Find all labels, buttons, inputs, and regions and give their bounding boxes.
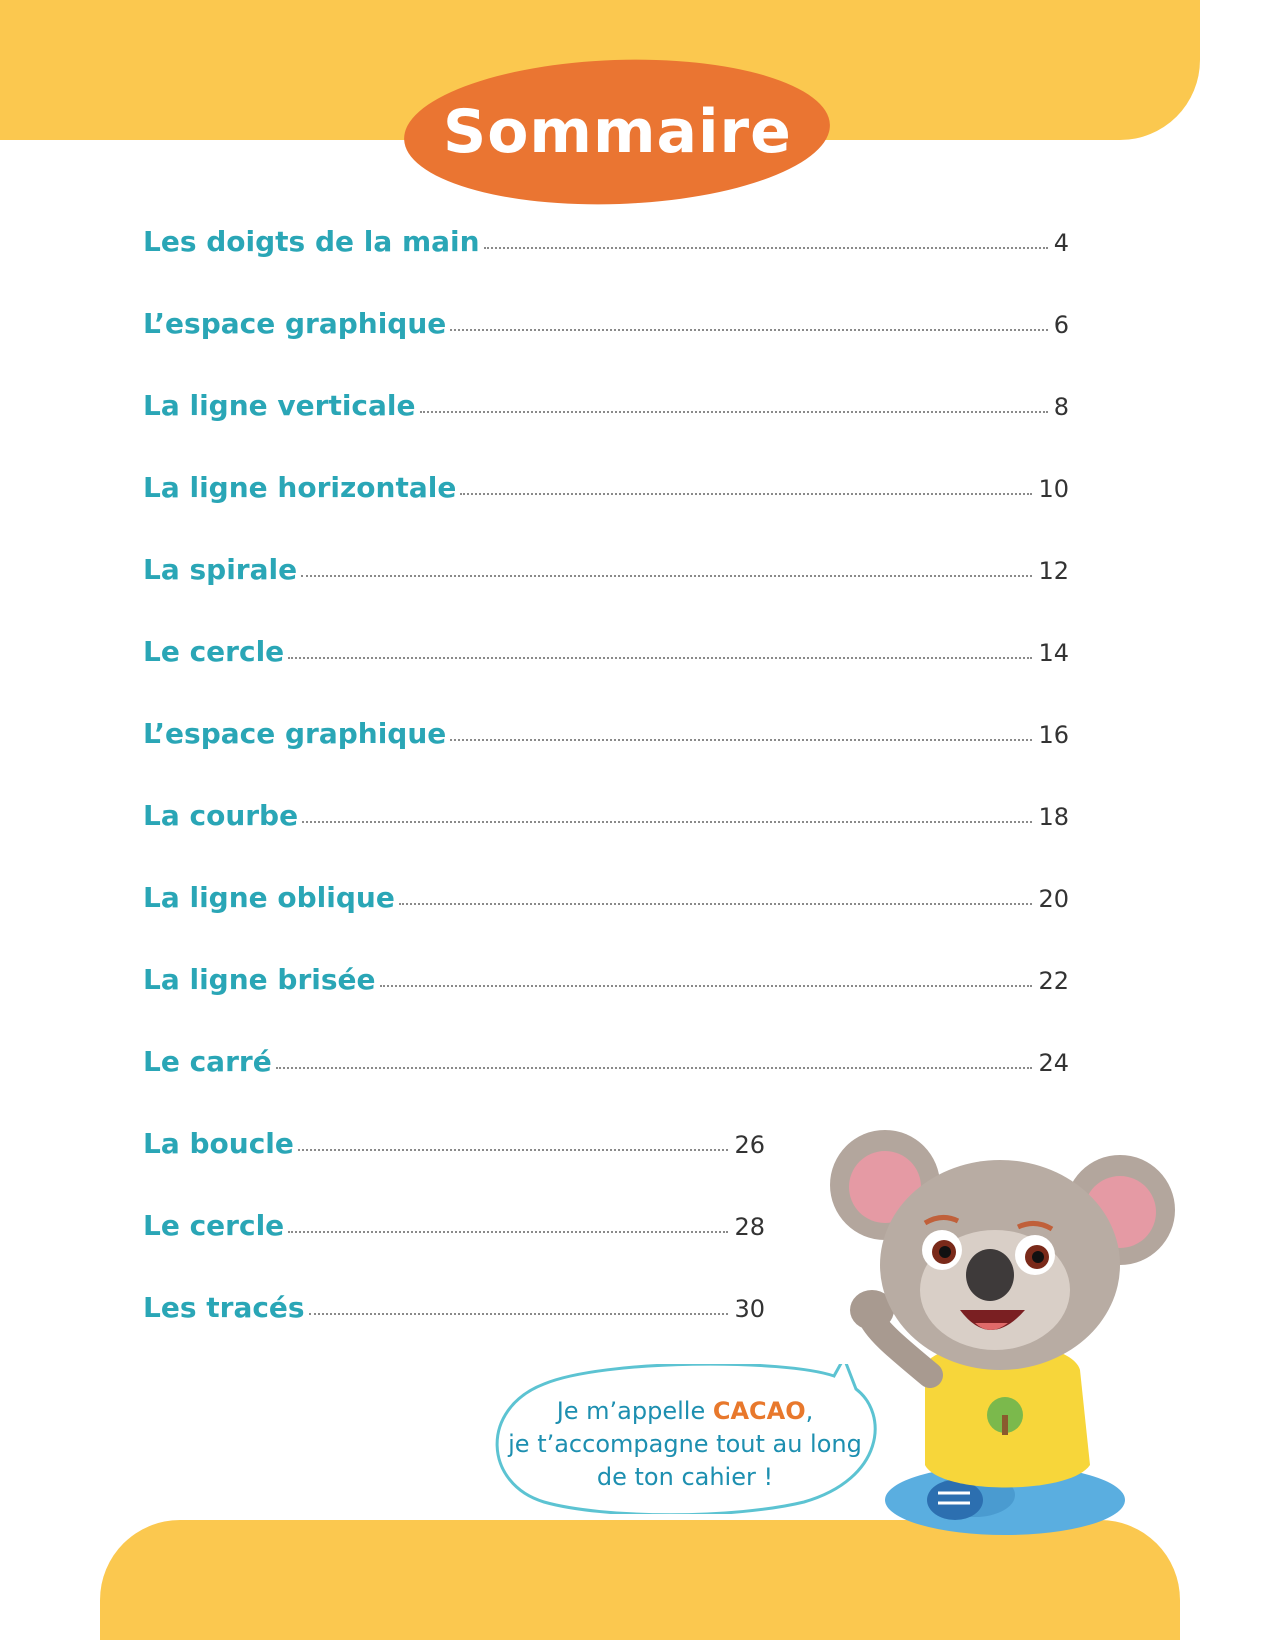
toc-entry[interactable]: [143, 1045, 1069, 1095]
toc-entry-label: Les doigts de la main: [143, 225, 480, 258]
dot-leader: [399, 903, 1033, 905]
toc-entry-label: La courbe: [143, 799, 299, 832]
toc-entry[interactable]: [143, 553, 1069, 603]
dot-leader: [380, 985, 1033, 987]
dot-leader: [309, 1313, 729, 1315]
toc-entry-page: 28: [734, 1213, 765, 1241]
toc-entry-label: L’espace graphique: [143, 717, 447, 750]
toc-entry[interactable]: [143, 1209, 765, 1259]
toc-entry-page: 24: [1038, 1049, 1069, 1077]
speech-bubble-text: [500, 1395, 870, 1494]
dot-leader: [276, 1067, 1033, 1069]
mascot-name: CACAO: [712, 1397, 806, 1425]
toc-entry-label: La ligne brisée: [143, 963, 376, 996]
toc-entry[interactable]: [143, 389, 1069, 439]
toc-entry-page: 10: [1038, 475, 1069, 503]
speech-line1-suffix: ,: [805, 1397, 814, 1425]
toc-entry-label: La ligne verticale: [143, 389, 416, 422]
dot-leader: [450, 739, 1032, 741]
toc-entry-page: 12: [1038, 557, 1069, 585]
speech-line2: je t’accompagne tout au long: [508, 1430, 862, 1458]
dot-leader: [301, 575, 1032, 577]
toc-entry[interactable]: [143, 225, 1069, 275]
toc-entry-label: Le cercle: [143, 635, 285, 668]
toc-entry[interactable]: [143, 471, 1069, 521]
toc-entry[interactable]: [143, 717, 1069, 767]
toc-entry-label: La spirale: [143, 553, 298, 586]
toc-entry-page: 26: [734, 1131, 765, 1159]
toc-entry-label: La boucle: [143, 1127, 294, 1160]
dot-leader: [450, 329, 1047, 331]
toc-entry-label: La ligne oblique: [143, 881, 395, 914]
toc-entry[interactable]: [143, 881, 1069, 931]
toc-entry-page: 20: [1038, 885, 1069, 913]
speech-line1-prefix: Je m’appelle: [556, 1397, 713, 1425]
toc-entry-label: Le carré: [143, 1045, 272, 1078]
toc-entry-label: Le cercle: [143, 1209, 285, 1242]
page-title: Sommaire: [442, 97, 792, 167]
toc-entry-page: 30: [734, 1295, 765, 1323]
toc-entry-page: 4: [1053, 229, 1069, 257]
toc-entry[interactable]: [143, 963, 1069, 1013]
koala-mascot-illustration: [830, 1115, 1180, 1545]
toc-entry-page: 6: [1053, 311, 1069, 339]
toc-entry-page: 18: [1038, 803, 1069, 831]
dot-leader: [460, 493, 1032, 495]
dot-leader: [288, 1231, 728, 1233]
dot-leader: [420, 411, 1048, 413]
toc-entry-label: La ligne horizontale: [143, 471, 457, 504]
speech-line3: de ton cahier !: [596, 1463, 774, 1491]
toc-entry[interactable]: [143, 1127, 765, 1177]
dot-leader: [288, 657, 1032, 659]
toc-entry-label: Les tracés: [143, 1291, 305, 1324]
toc-entry[interactable]: [143, 799, 1069, 849]
dot-leader: [298, 1149, 729, 1151]
dot-leader: [484, 247, 1048, 249]
dot-leader: [302, 821, 1032, 823]
toc-entry-page: 14: [1038, 639, 1069, 667]
toc-entry[interactable]: [143, 1291, 765, 1341]
toc-entry-label: L’espace graphique: [143, 307, 447, 340]
toc-entry-page: 8: [1053, 393, 1069, 421]
toc-entry-page: 22: [1038, 967, 1069, 995]
toc-entry-page: 16: [1038, 721, 1069, 749]
toc-entry[interactable]: [143, 635, 1069, 685]
toc-entry[interactable]: [143, 307, 1069, 357]
